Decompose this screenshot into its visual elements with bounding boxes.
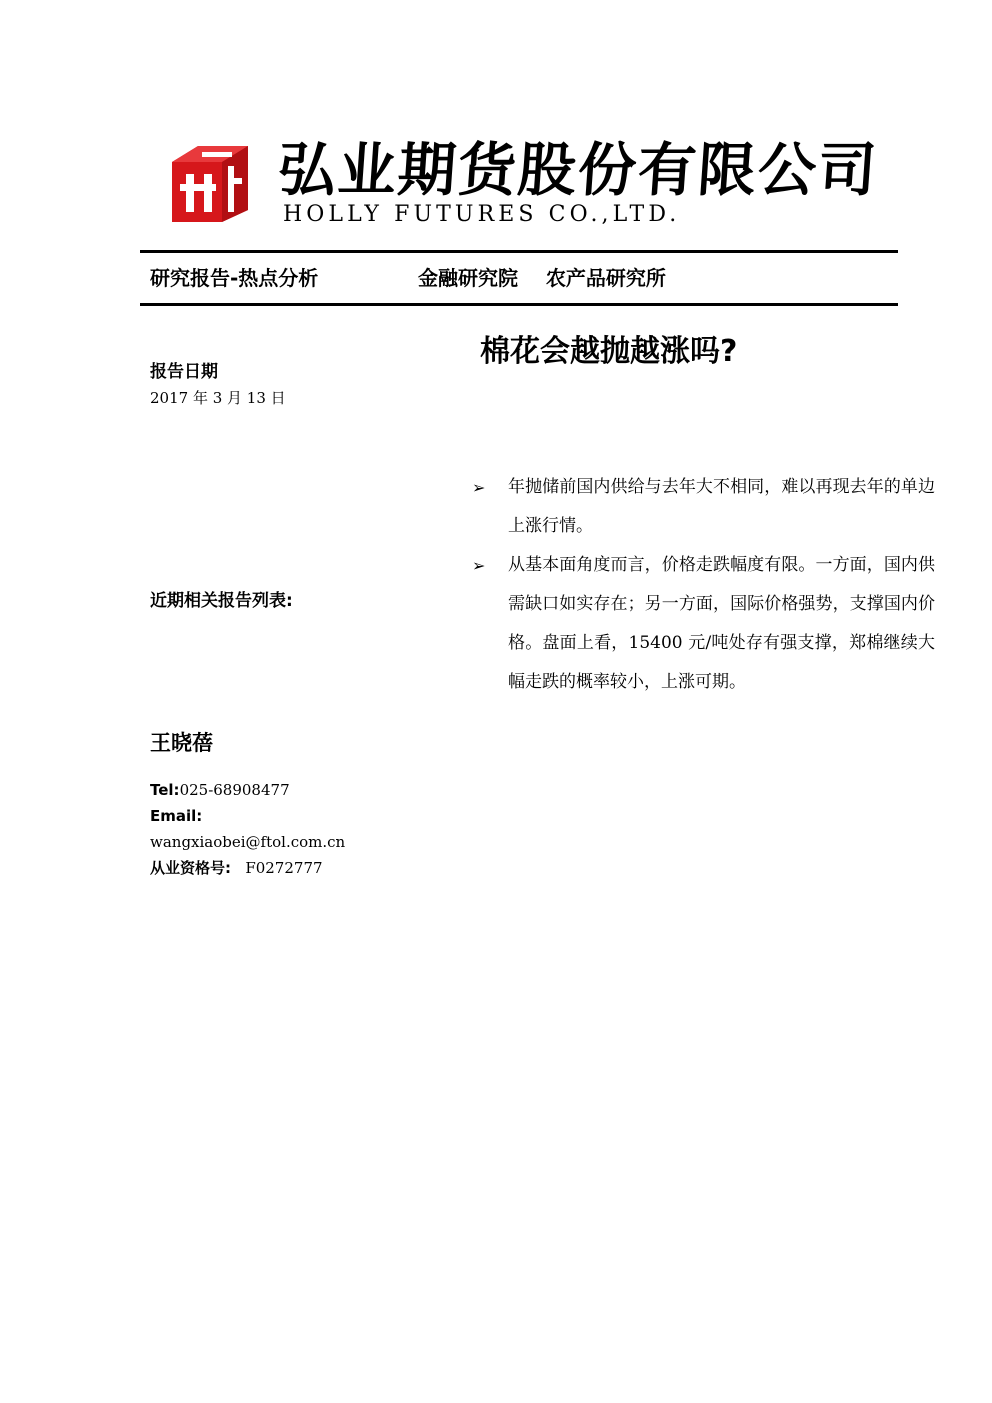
- report-type: 研究报告-热点分析: [150, 266, 319, 290]
- header-top-rule: [140, 250, 898, 253]
- email-label-line: [150, 805, 202, 827]
- bullet-text: 从基本面角度而言，价格走跌幅度有限。一方面，国内供需缺口如实存在；另一方面，国际价格强势，支撑国内价格。盘面上看，15400 元/吨处存有强支撑，郑棉继续大幅走跌的概率较小，上涨可期。: [508, 555, 935, 692]
- tel-line: [150, 779, 290, 801]
- report-title: 棉花会越抛越涨吗?: [480, 334, 738, 369]
- company-name-en: HOLLY FUTURES CO.,LTD.: [283, 202, 681, 227]
- summary-bullets: [470, 468, 935, 702]
- tel-value: 025-68908477: [179, 781, 290, 799]
- report-date-value: 2017 年 3 月 13 日: [150, 389, 286, 407]
- institutes: 金融研究院 农产品研究所: [418, 266, 666, 290]
- tel-label: Tel:: [150, 781, 180, 799]
- arrow-bullet-icon: ➢: [472, 556, 486, 575]
- list-item: [470, 468, 935, 546]
- arrow-bullet-icon: ➢: [472, 478, 486, 497]
- email-label: Email:: [150, 807, 203, 825]
- holly-logo-icon: [168, 140, 252, 224]
- license-label: 从业资格号:: [150, 859, 231, 877]
- email-value[interactable]: wangxiaobei@ftol.com.cn: [150, 833, 346, 851]
- license-line: [150, 857, 323, 879]
- bullet-text: 年抛储前国内供给与去年大不相同，难以再现去年的单边上涨行情。: [508, 477, 935, 536]
- author-name: 王晓蓓: [150, 731, 213, 755]
- list-item: [470, 546, 935, 702]
- header-bottom-rule: [140, 303, 898, 306]
- company-name-cn: 弘业期货股份有限公司: [275, 136, 881, 204]
- license-value: F0272777: [245, 859, 323, 877]
- report-date-label: 报告日期: [150, 362, 218, 382]
- related-reports-label: 近期相关报告列表:: [150, 591, 293, 611]
